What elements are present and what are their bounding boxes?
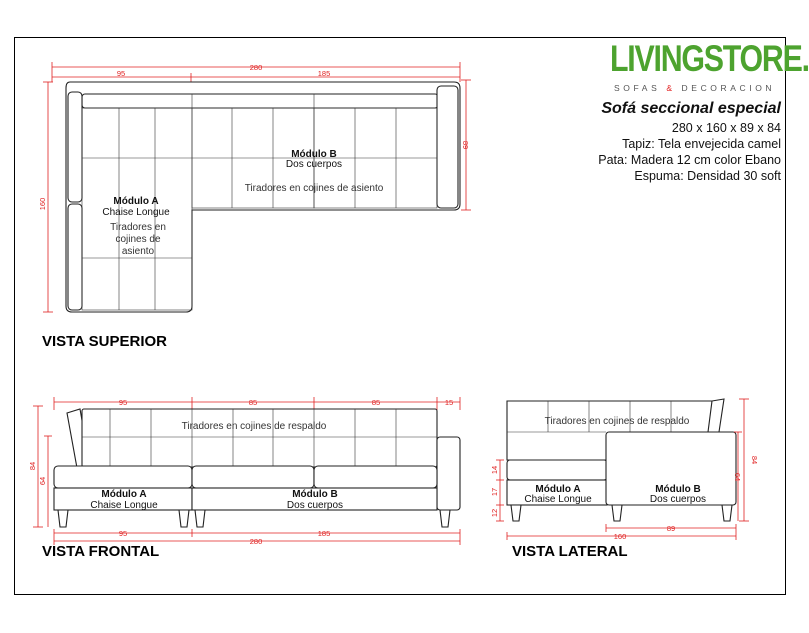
dim-label-front-95: 95 xyxy=(118,398,128,407)
dim-label-front-64: 64 xyxy=(38,476,47,486)
front-backrest xyxy=(82,409,437,467)
dim-label-front-bottom-185: 185 xyxy=(317,529,331,538)
front-note: Tiradores en cojines de respaldo xyxy=(181,421,327,432)
dim-label-side-89: 89 xyxy=(666,524,676,533)
view-title-superior: VISTA SUPERIOR xyxy=(42,333,168,350)
brand-name-text: LIVINGSTORE xyxy=(610,38,802,79)
side-leg xyxy=(722,505,732,521)
front-leg xyxy=(440,510,450,527)
side-view xyxy=(490,399,759,541)
top-chaise-arm-lower xyxy=(68,204,82,310)
dim-label-side-14: 14 xyxy=(490,465,499,475)
spec-line-upholstery: Tapiz: Tela envejecida camel xyxy=(622,137,781,151)
front-leg xyxy=(195,510,205,527)
top-module-b-name: Módulo B xyxy=(291,149,337,160)
side-leg xyxy=(511,505,521,521)
brand-tagline-part-2: DECORACION xyxy=(675,83,776,93)
front-module-b-name: Módulo B xyxy=(292,489,338,500)
product-title: Sofá seccional especial xyxy=(601,100,781,117)
brand-name-dot: . xyxy=(801,38,809,79)
front-module-a-desc: Chaise Longue xyxy=(90,500,158,511)
side-seat-chaise xyxy=(507,460,607,480)
dim-label-left-width: 95 xyxy=(116,69,126,78)
top-module-b-desc: Dos cuerpos xyxy=(285,159,343,170)
side-module-a-desc: Chaise Longue xyxy=(524,494,592,505)
dim-label-side-64: 64 xyxy=(733,472,742,482)
dim-label-depth-right: 89 xyxy=(461,140,470,150)
side-note: Tiradores en cojines de respaldo xyxy=(544,416,690,427)
dim-label-front-15: 15 xyxy=(444,398,454,407)
front-right-arm xyxy=(437,437,460,510)
front-view xyxy=(28,397,460,546)
top-module-a-note-3: asiento xyxy=(121,246,155,257)
dim-label-front-bottom-95: 95 xyxy=(118,529,128,538)
top-backrest xyxy=(82,94,438,108)
top-chaise-arm-upper xyxy=(68,92,82,202)
view-title-frontal: VISTA FRONTAL xyxy=(42,543,160,560)
front-module-b-desc: Dos cuerpos xyxy=(286,500,344,511)
dim-label-side-160: 160 xyxy=(613,532,627,541)
brand-tagline-ampersand: & xyxy=(666,83,676,93)
top-module-a-name: Módulo A xyxy=(113,196,159,207)
dim-label-depth-left: 160 xyxy=(38,197,47,211)
dim-label-front-84: 84 xyxy=(28,461,37,471)
spec-line-dimensions: 280 x 160 x 89 x 84 xyxy=(671,121,781,135)
view-title-lateral: VISTA LATERAL xyxy=(512,543,628,560)
top-module-b-note: Tiradores en cojines de asiento xyxy=(244,183,384,194)
dim-label-front-85a: 85 xyxy=(248,398,258,407)
side-module-b-name: Módulo B xyxy=(655,484,701,495)
dim-label-front-85b: 85 xyxy=(371,398,381,407)
side-leg xyxy=(612,505,622,521)
top-right-arm xyxy=(437,86,458,208)
dim-label-right-width: 185 xyxy=(317,69,331,78)
dim-label-side-84: 84 xyxy=(750,455,759,465)
top-module-a-note-1: Tiradores en xyxy=(110,222,166,233)
dim-label-side-17: 17 xyxy=(490,487,499,497)
dim-label-total-width: 280 xyxy=(249,63,263,72)
dim-label-side-12: 12 xyxy=(490,508,499,518)
spec-line-legs: Pata: Madera 12 cm color Ebano xyxy=(598,153,781,167)
dim-label-front-bottom-280: 280 xyxy=(249,537,263,546)
side-module-b-desc: Dos cuerpos xyxy=(649,494,707,505)
brand-tagline-part-1: SOFAS xyxy=(614,83,667,93)
spec-line-foam: Espuma: Densidad 30 soft xyxy=(634,169,781,183)
front-leg xyxy=(179,510,189,527)
front-seat-chaise xyxy=(54,466,192,488)
front-leg xyxy=(58,510,68,527)
top-module-a-note-2: cojines de xyxy=(115,234,161,245)
top-module-a-desc: Chaise Longue xyxy=(102,207,170,218)
side-module-a-name: Módulo A xyxy=(535,484,581,495)
front-seat-right xyxy=(314,466,437,488)
top-view xyxy=(38,62,471,312)
front-seat-middle xyxy=(192,466,314,488)
front-module-a-name: Módulo A xyxy=(101,489,147,500)
